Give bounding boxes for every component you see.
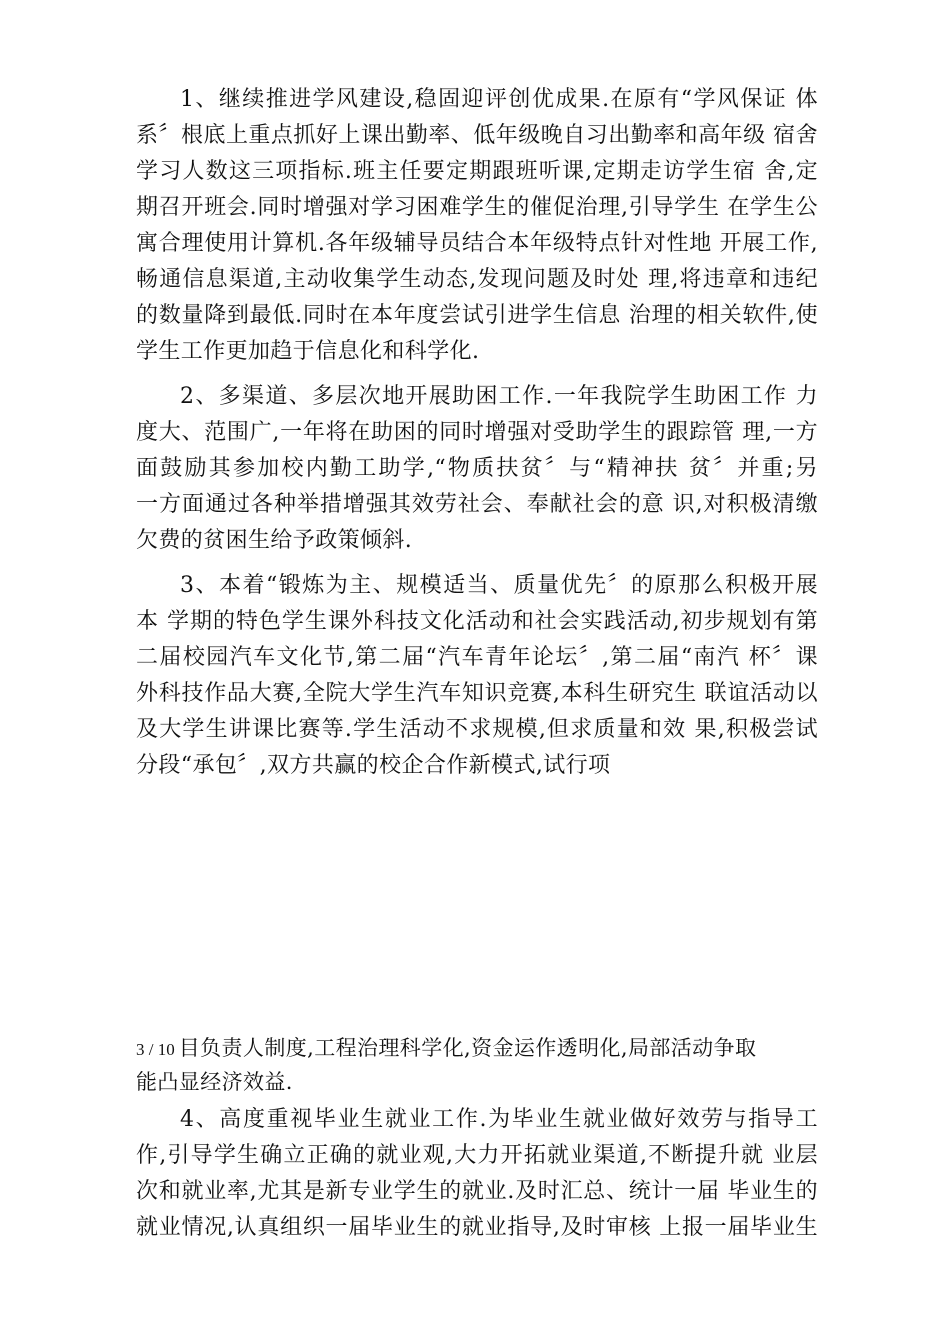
paragraph-2 [136,379,818,559]
top-section [136,82,818,793]
paragraph-line: 次和就业率,尤其是新专业学生的就业.及时汇总、统计一届 毕业生的 [136,1179,818,1204]
paragraph-line: 及大学生讲课比赛等.学生活动不求规模,但求质量和效 果,积极尝试 [136,717,818,742]
paragraph-1 [136,82,818,370]
paragraph-line: 3 / 10 目负责人制度,工程治理科学化,资金运作透明化,局部活动争取 [136,1036,757,1060]
paragraph-line: 二届校园汽车文化节,第二届“汽车青年论坛〞,第二届“南汽 杯〞课 [136,645,818,670]
paragraph-line: 外科技作品大赛,全院大学生汽车知识竞赛,本科生研究生 联谊活动以 [136,681,818,706]
paragraph-line: 就业情况,认真组织一届毕业生的就业指导,及时审核 上报一届毕业生 [136,1215,818,1240]
paragraph-line: 一方面通过各种举措增强其效劳社会、奉献社会的意 识,对积极清缴 [136,492,818,517]
paragraph-4 [136,1102,818,1246]
paragraph-line: 欠费的贫困生给予政策倾斜. [136,528,413,553]
paragraph-line: 本 学期的特色学生课外科技文化活动和社会实践活动,初步规划有第 [136,609,818,634]
page-number: 3 / 10 [136,1040,175,1059]
paragraph-line: 畅通信息渠道,主动收集学生动态,发现问题及时处 理,将违章和违纪 [136,267,818,292]
paragraph-line: 期召开班会.同时增强对学习困难学生的催促治理,引导学生 在学生公 [136,195,818,220]
paragraph-3 [136,568,818,784]
paragraph-line: 分段“承包〞,双方共赢的校企合作新模式,试行项 [136,753,611,778]
paragraph-line: 学习人数这三项指标.班主任要定期跟班听课,定期走访学生宿 舍,定 [136,159,818,184]
paragraph-line: 系〞根底上重点抓好上课出勤率、低年级晚自习出勤率和高年级 宿舍 [136,123,818,148]
paragraph-line: 寓合理使用计算机.各年级辅导员结合本年级特点针对性地 开展工作, [136,231,818,256]
paragraph-line: 面鼓励其参加校内勤工助学,“物质扶贫〞与“精神扶 贫〞并重;另 [136,456,818,481]
paragraph-line: 4、高度重视毕业生就业工作.为毕业生就业做好效劳与指导工 [180,1107,818,1132]
paragraph-line: 2、多渠道、多层次地开展助困工作.一年我院学生助困工作 力 [180,384,818,409]
paragraph-line: 度大、范围广,一年将在助困的同时增强对受助学生的跟踪管 理,一方 [136,420,818,445]
paragraph-line: 能凸显经济效益. [136,1070,293,1094]
paragraph-line: 3、本着“锻炼为主、规模适当、质量优先〞的原那么积极开展 [180,573,818,598]
continuation-paragraph [136,1032,818,1098]
paragraph-line: 作,引导学生确立正确的就业观,大力开拓就业渠道,不断提升就 业层 [136,1143,818,1168]
paragraph-line: 的数量降到最低.同时在本年度尝试引进学生信息 治理的相关软件,使 [136,303,818,328]
paragraph-line: 学生工作更加趋于信息化和科学化. [136,339,480,364]
bottom-section [136,1032,818,1255]
paragraph-line: 1、继续推进学风建设,稳固迎评创优成果.在原有“学风保证 体 [180,87,818,112]
